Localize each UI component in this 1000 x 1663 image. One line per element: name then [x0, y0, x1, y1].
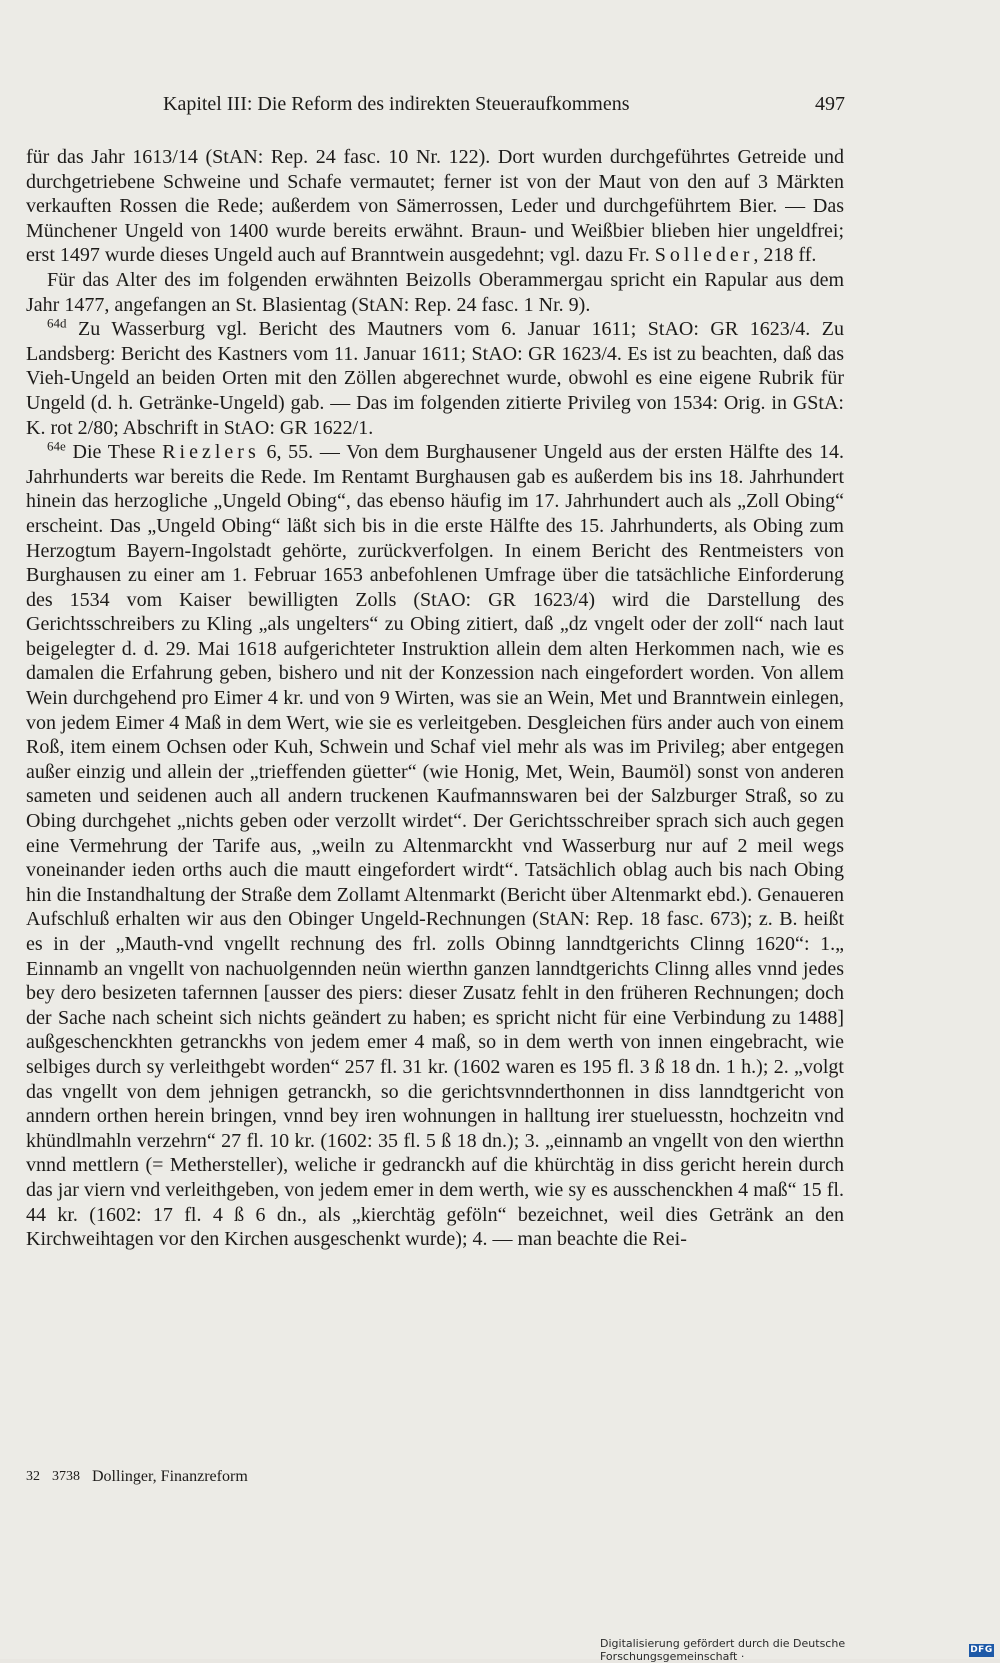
- author-name-spaced: Solleder: [654, 244, 754, 267]
- footnote-64e: [26, 440, 844, 1252]
- sheet-number: 32: [26, 1469, 40, 1484]
- footnote-64d: [26, 317, 844, 440]
- footnote-marker: 64e: [47, 438, 66, 454]
- footnote-text: Zu Wasserburg vgl. Bericht des Mautners vom 6. Januar 1611; StAO: GR 1623/4. Zu Landsberg: Bericht des Kastners vom 11. Januar 1611; StAO: GR 1623/4. Es ist zu beachten, daß das Vieh-Ungeld an beiden Orten mit den Zöllen abgerechnet wurde, obwohl es eine eigene Rubrik für Ungeld (d. h. Getränke-Ungeld) gab. — Das im folgenden zitierte Privileg von 1534: Orig. in GStA: K. rot 2/80; Abschrift in StAO: GR 1622/1.: [26, 318, 844, 439]
- author-name-spaced: Riezlers: [162, 441, 260, 464]
- imprint-label: Dollinger, Finanzreform: [92, 1468, 248, 1485]
- footnote-text-start: Die These: [72, 441, 156, 464]
- footnote-marker: 64d: [47, 315, 67, 331]
- funding-notice: Digitalisierung gefördert durch die Deutsche Forschungsgemeinschaft ·: [600, 1637, 846, 1663]
- digitization-footer: [600, 1637, 1000, 1663]
- footnote-text: 6, 55. — Von dem Burghausener Ungeld aus der ersten Hälfte des 14. Jahrhunderts war bereits die Rede. Im Rentamt Burghausen gab es außerdem bis ins 18. Jahrhundert hinein das herzogliche „Ungeld Obing“, das ebenso häufig im 17. Jahrhundert auch als „Zoll Obing“ erscheint. Das „Ungeld Obing“ läßt sich bis in die erste Hälfte des 15. Jahrhunderts, als Obing zum Herzogtum Bayern-Ingolstadt gehörte, zurückverfolgen. In einem Bericht des Rentmeisters von Burghausen zu einer am 1. Februar 1653 anbefohlenen Umfrage über die tatsächliche Einforderung des 1534 vom Kaiser bewilligten Zolls (StAO: GR 1623/4) wird die Darstellung des Gerichtsschreibers zu Kling „als ungelters“ zu Obing zitiert, daß „dz vngelt oder der zoll“ nach laut beigelegter d. d. 29. Mai 1618 aufgerichteter Instruktion allein dem alten Herkommen nach, wie es damalen die Erfahrung geben, bishero und nit der Konzession nach eingefordert worden. Von allem Wein durchgehend pro Eimer 4 kr. und von 9 Wirten, was sie an Wein, Met und Branntwein einlegen, von jedem Eimer 4 Maß in dem Wert, wie sie es verleitgeben. Desgleichen fürs ander auch von einem Roß, item einem Ochsen oder Kuh, Schwein und Schaf viel mehr als was im Privileg; aber entgegen außer einzig und allein der „trieffenden güetter“ (wie Honig, Met, Wein, Baumöl) sonst von anderen sameten und seidenen auch all andern truckenen Kaufmannswaren bei der Salzburger Straß, so zu Obing durchgehet „nichts geben oder verzollt wirdet“. Der Gerichtsschreiber sprach sich auch gegen eine Vermehrung der Tarife aus, „weiln zu Altenmarckht vnd Wasserburg nur auf 2 meil wegs voneinander ieden orths auch die mautt eingefordert wirdt“. Tatsächlich oblag auch bis nach Obing hin die Instandhaltung der Straße dem Zollamt Altenmarkt (Bericht über Altenmarkt ebd.). Genaueren Aufschluß erhalten wir aus den Obinger Ungeld-Rechnungen (StAN: Rep. 18 fasc. 673); z. B. heißt es in der „Mauth-vnd vngellt rechnung des frl. zolls Obinng lanndtgerichts Clinng 1620“: 1.„ Einnamb an vngellt von nachuolgennden neün wierthn ganzen lanndtgerichts Clinng alles vnnd jedes bey dero besizeten tafernnen [ausser des piers: dieser Zusatz fehlt in den früheren Rechnungen; doch der Sache nach scheint sich nichts geändert zu haben; es spricht nicht für eine Verbindung zu 1488] außgeschenckhten getranckhs von jedem emer 4 maß, so in dem werth von innen eingebracht, wie selbiges durch sy verleithgebt worden“ 257 fl. 31 kr. (1602 waren es 195 fl. 3 ß 18 dn. 1 h.); 2. „volgt das vngellt von dem jehnigen getranckh, so die gerichtsvnnderthonnen in diss lanndtgericht von anndern orthen herein bringen, vnnd bey iren wohnungen in halltung irer stueluesstn, hochzeitn vnd khündlmahln verzehrn“ 27 fl. 10 kr. (1602: 35 fl. 5 ß 18 dn.); 3. „einnamb an vngellt von den wierthn vnnd mettlern (= Methersteller), weliche ir gedranckh auf die khürchtäg in diss gericht herein durch das jar viern vnd verleithgeben, von jedem emer in dem werth, wie sy es ausschenckhen 4 maß“ 15 fl. 44 kr. (1602: 17 fl. 4 ß 6 dn., als „kierchtäg geföln“ bezeichnet, weil dies Getränk an den Kirchweihtagen vor den Kirchen ausgeschenkt wurde); 4. — man beachte die Rei-: [26, 441, 845, 1251]
- paragraph-text-end: , 218 ff.: [753, 244, 817, 267]
- paragraph-text: für das Jahr 1613/14 (StAN: Rep. 24 fasc. 10 Nr. 122). Dort wurden durchgeführtes Getreide und durchgetriebene Schweine und Schafe vermautet; ferner ist von der Maut von den auf 3 Märkten verkauften Rossen die Rede; außerdem von Sämerrossen, Leder und durchgeführtem Bier. — Das Münchener Ungeld von 1400 wurde bereits erwähnt. Braun- und Weißbier blieben hier ungeldfrei; erst 1497 wurde dieses Ungeld auch auf Branntwein ausgedehnt; vgl. dazu Fr.: [26, 146, 844, 267]
- running-head: [163, 92, 845, 116]
- print-code: 3738: [52, 1469, 80, 1484]
- paragraph-beizoll: Für das Alter des im folgenden erwähnten Beizolls Oberammergau spricht ein Rapular aus dem Jahr 1477, angefangen an St. Blasientag (StAN: Rep. 24 fasc. 1 Nr. 9).: [26, 268, 844, 316]
- page-number: 497: [815, 93, 845, 115]
- paragraph-continuation: [26, 145, 844, 268]
- body-text: [26, 145, 844, 1252]
- printer-imprint: [26, 1467, 248, 1487]
- dfg-logo-icon: DFG: [970, 1645, 993, 1655]
- chapter-title: Kapitel III: Die Reform des indirekten Steueraufkommens: [163, 93, 630, 115]
